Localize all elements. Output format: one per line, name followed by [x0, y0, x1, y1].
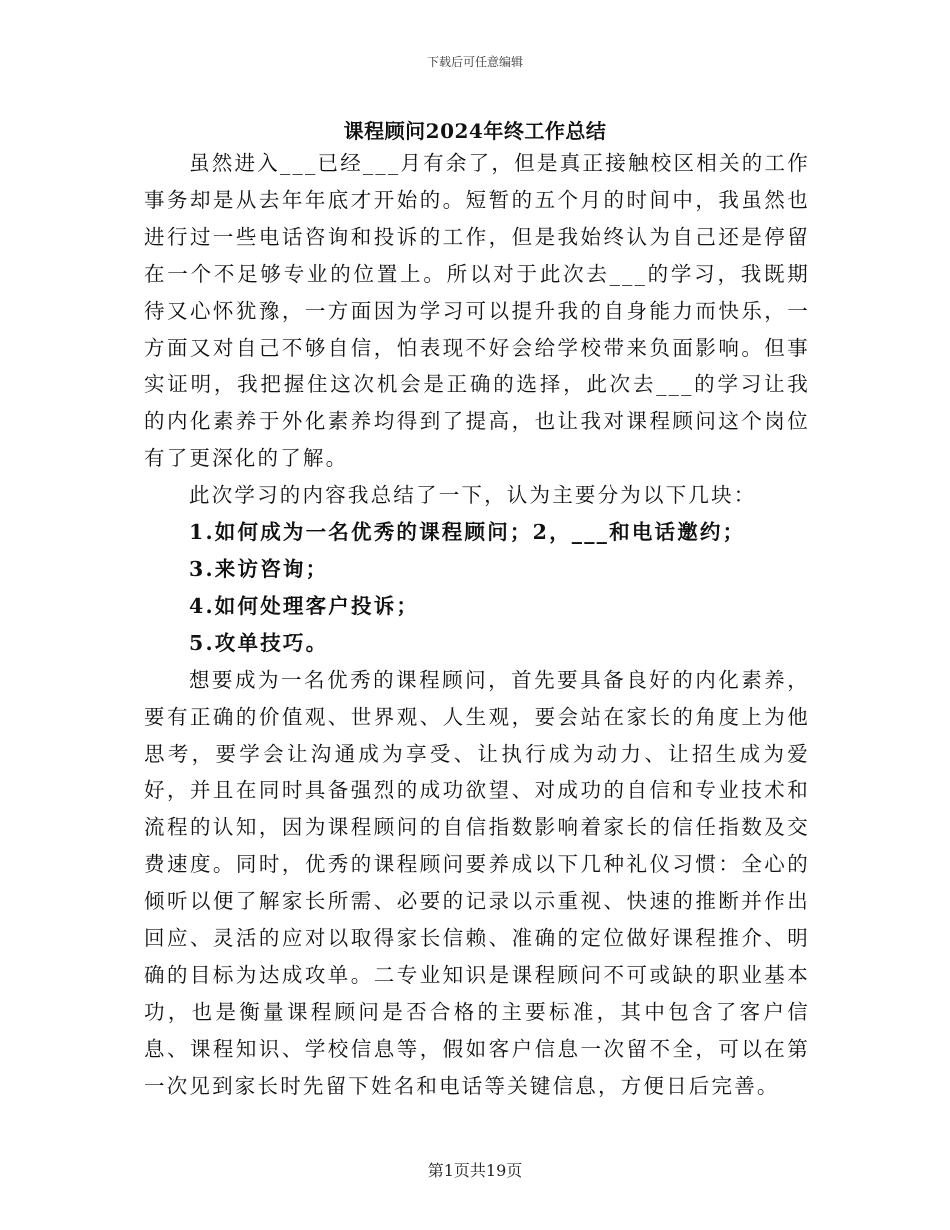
header-note: 下载后可任意编辑 [426, 55, 523, 69]
intro-paragraph: 虽然进入___已经___月有余了，但是真正接触校区相关的工作事务却是从去年年底才开始的。短暂的五个月的时间中，我虽然也进行过一些电话咨询和投诉的工作，但是我始终认为自己还是停留在一个不足够专业的位置上。所以对于此次去___的学习，我既期待又心怀犹豫，一方面因为学习可以提升我的自身能力而快乐，一方面又对自己不够自信，怕表现不好会给学校带来负面影响。但事实证明，我把握住这次机会是正确的选择，此次去___的学习让我的内化素养于外化素养均得到了提高，也让我对课程顾问这个岗位有了更深化的了解。 [144, 151, 810, 471]
summary-paragraph: 此次学习的内容我总结了一下，认为主要分为以下几块： [189, 483, 757, 508]
document-title: 课程顾问2024年终工作总结 [343, 119, 607, 143]
page-indicator: 第1页共19页 [427, 1161, 523, 1180]
list-item: 1.如何成为一名优秀的课程顾问；2，___和电话邀约； [189, 520, 746, 545]
list-item: 3.来访咨询； [189, 556, 329, 581]
list-item: 5.攻单技巧。 [189, 630, 329, 655]
list-item: 4.如何处理客户投诉； [189, 593, 420, 618]
closing-paragraph: 想要成为一名优秀的课程顾问，首先要具备良好的内化素养，要有正确的价值观、世界观、人生观，要会站在家长的角度上为他思考，要学会让沟通成为享受、让执行成为动力、让招生成为爱好，并且在同时具备强烈的成功欲望、对成功的自信和专业技术和流程的认知，因为课程顾问的自信指数影响着家长的信任指数及交费速度。同时，优秀的课程顾问要养成以下几种礼仪习惯：全心的倾听以便了解家长所需、必要的记录以示重视、快速的推断并作出回应、灵活的应对以取得家长信赖、准确的定位做好课程推介、明确的目标为达成攻单。二专业知识是课程顾问不可或缺的职业基本功，也是衡量课程顾问是否合格的主要标准，其中包含了客户信息、课程知识、学校信息等，假如客户信息一次留不全，可以在第一次见到家长时先留下姓名和电话等关键信息，方便日后完善。 [144, 667, 810, 1098]
document-body [144, 145, 810, 1105]
